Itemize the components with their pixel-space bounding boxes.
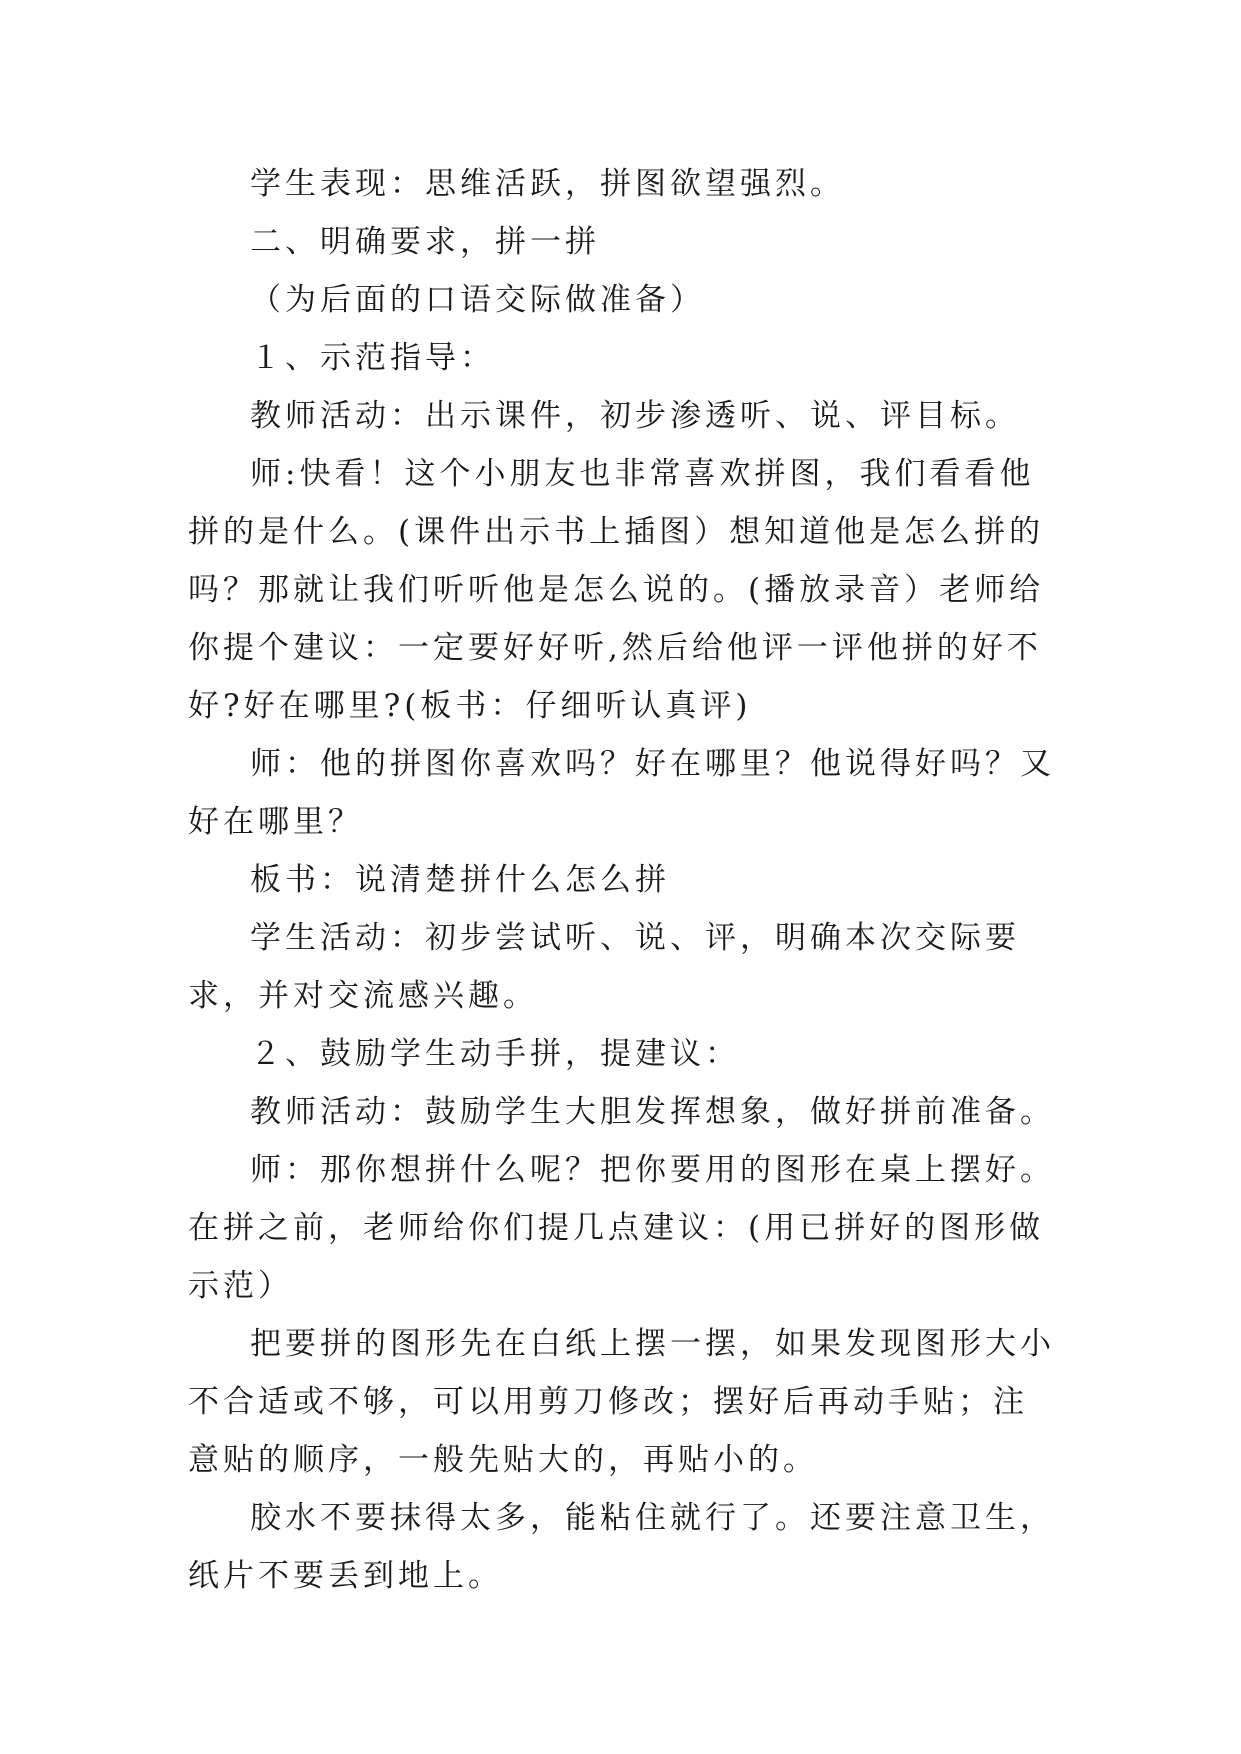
paragraph: 板书：说清楚拼什么怎么拼 bbox=[250, 862, 670, 898]
paragraph: 学生活动：初步尝试听、说、评，明确本次交际要求，并对交流感兴趣。 bbox=[188, 920, 1020, 1014]
paragraph: 把要拼的图形先在白纸上摆一摆，如果发现图形大小不合适或不够，可以用剪刀修改；摆好后再动手贴；注意贴的顺序，一般先贴大的，再贴小的。 bbox=[188, 1326, 1055, 1478]
document-body bbox=[188, 155, 1058, 1605]
paragraph: （为后面的口语交际做准备） bbox=[250, 282, 705, 318]
paragraph: １、示范指导： bbox=[250, 340, 495, 376]
paragraph: 师:快看！这个小朋友也非常喜欢拼图，我们看看他拼的是什么。(课件出示书上插图）想知道他是怎么拼的吗？那就让我们听听他是怎么说的。(播放录音）老师给你提个建议：一定要好好听,然后给他评一评他拼的好不好?好在哪里?(板书：仔细听认真评) bbox=[188, 456, 1045, 724]
paragraph: 师：他的拼图你喜欢吗？好在哪里？他说得好吗？又好在哪里？ bbox=[188, 746, 1055, 840]
paragraph: 二、明确要求，拼一拼 bbox=[250, 224, 600, 260]
paragraph: 学生表现：思维活跃，拼图欲望强烈。 bbox=[250, 166, 845, 202]
paragraph: 教师活动：出示课件，初步渗透听、说、评目标。 bbox=[250, 398, 1020, 434]
paragraph: ２、鼓励学生动手拼，提建议： bbox=[250, 1036, 740, 1072]
paragraph: 胶水不要抹得太多，能粘住就行了。还要注意卫生，纸片不要丢到地上。 bbox=[188, 1500, 1055, 1594]
paragraph: 师：那你想拼什么呢？把你要用的图形在桌上摆好。在拼之前，老师给你们提几点建议：(用已拼好的图形做示范） bbox=[188, 1152, 1055, 1304]
paragraph: 教师活动：鼓励学生大胆发挥想象，做好拼前准备。 bbox=[250, 1094, 1055, 1130]
